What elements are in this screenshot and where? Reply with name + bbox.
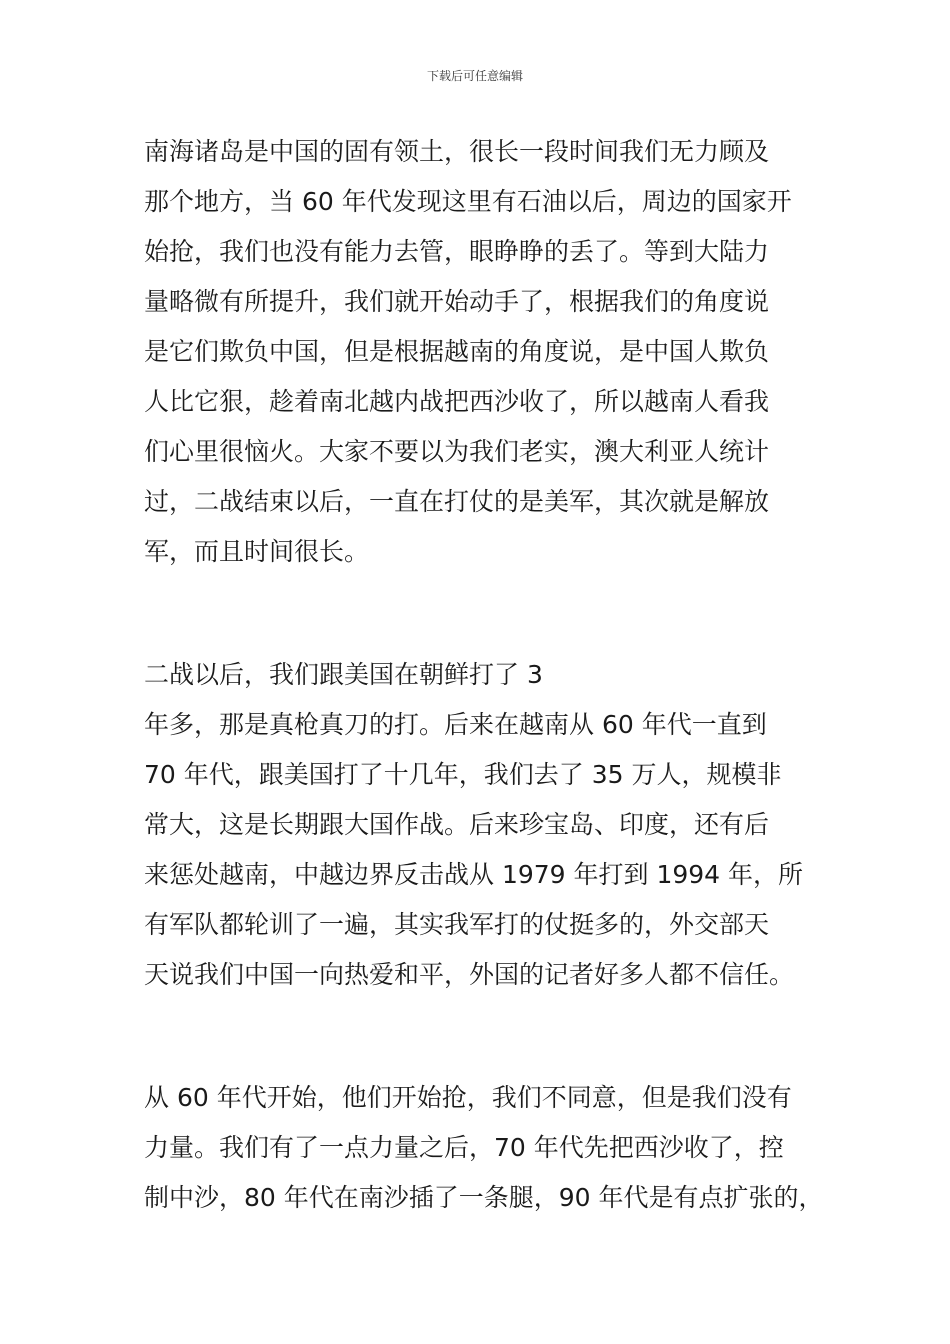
paragraph-line: 们心里很恼火。大家不要以为我们老实，澳大利亚人统计 [144,437,770,466]
paragraph-line: 力量。我们有了一点力量之后，70 年代先把西沙收了，控 [144,1133,784,1162]
paragraph-spacer [144,577,814,650]
paragraph-line: 从 60 年代开始，他们开始抢，我们不同意，但是我们没有 [144,1083,792,1112]
paragraph-line: 70 年代，跟美国打了十几年，我们去了 35 万人，规模非 [144,760,782,789]
paragraph-line: 天说我们中国一向热爱和平，外国的记者好多人都不信任。 [144,960,795,989]
paragraph-line: 人比它狠，趁着南北越内战把西沙收了，所以越南人看我 [144,387,770,416]
page-header-note: 下载后可任意编辑 [426,69,523,83]
paragraph-line: 过，二战结束以后，一直在打仗的是美军，其次就是解放 [144,487,770,516]
paragraph-spacer [144,1000,814,1073]
paragraph-line: 常大，这是长期跟大国作战。后来珍宝岛、印度，还有后 [144,810,770,839]
paragraph-2 [144,650,814,1000]
paragraph-line: 始抢，我们也没有能力去管，眼睁睁的丢了。等到大陆力 [144,237,770,266]
paragraph-line: 那个地方，当 60 年代发现这里有石油以后，周边的国家开 [144,187,792,216]
paragraph-line: 有军队都轮训了一遍，其实我军打的仗挺多的，外交部天 [144,910,770,939]
paragraph-1 [144,127,814,577]
paragraph-line: 年多，那是真枪真刀的打。后来在越南从 60 年代一直到 [144,710,767,739]
paragraph-3 [144,1073,824,1223]
paragraph-line: 来惩处越南，中越边界反击战从 1979 年打到 1994 年，所 [144,860,804,889]
paragraph-line: 军，而且时间很长。 [144,537,370,566]
paragraph-line: 南海诸岛是中国的固有领土，很长一段时间我们无力顾及 [144,137,770,166]
paragraph-line: 制中沙，80 年代在南沙插了一条腿，90 年代是有点扩张的， [144,1183,824,1212]
paragraph-line: 量略微有所提升，我们就开始动手了，根据我们的角度说 [144,287,770,316]
paragraph-line: 二战以后，我们跟美国在朝鲜打了 3 [144,660,543,689]
paragraph-line: 是它们欺负中国，但是根据越南的角度说，是中国人欺负 [144,337,770,366]
document-body [144,127,824,1223]
